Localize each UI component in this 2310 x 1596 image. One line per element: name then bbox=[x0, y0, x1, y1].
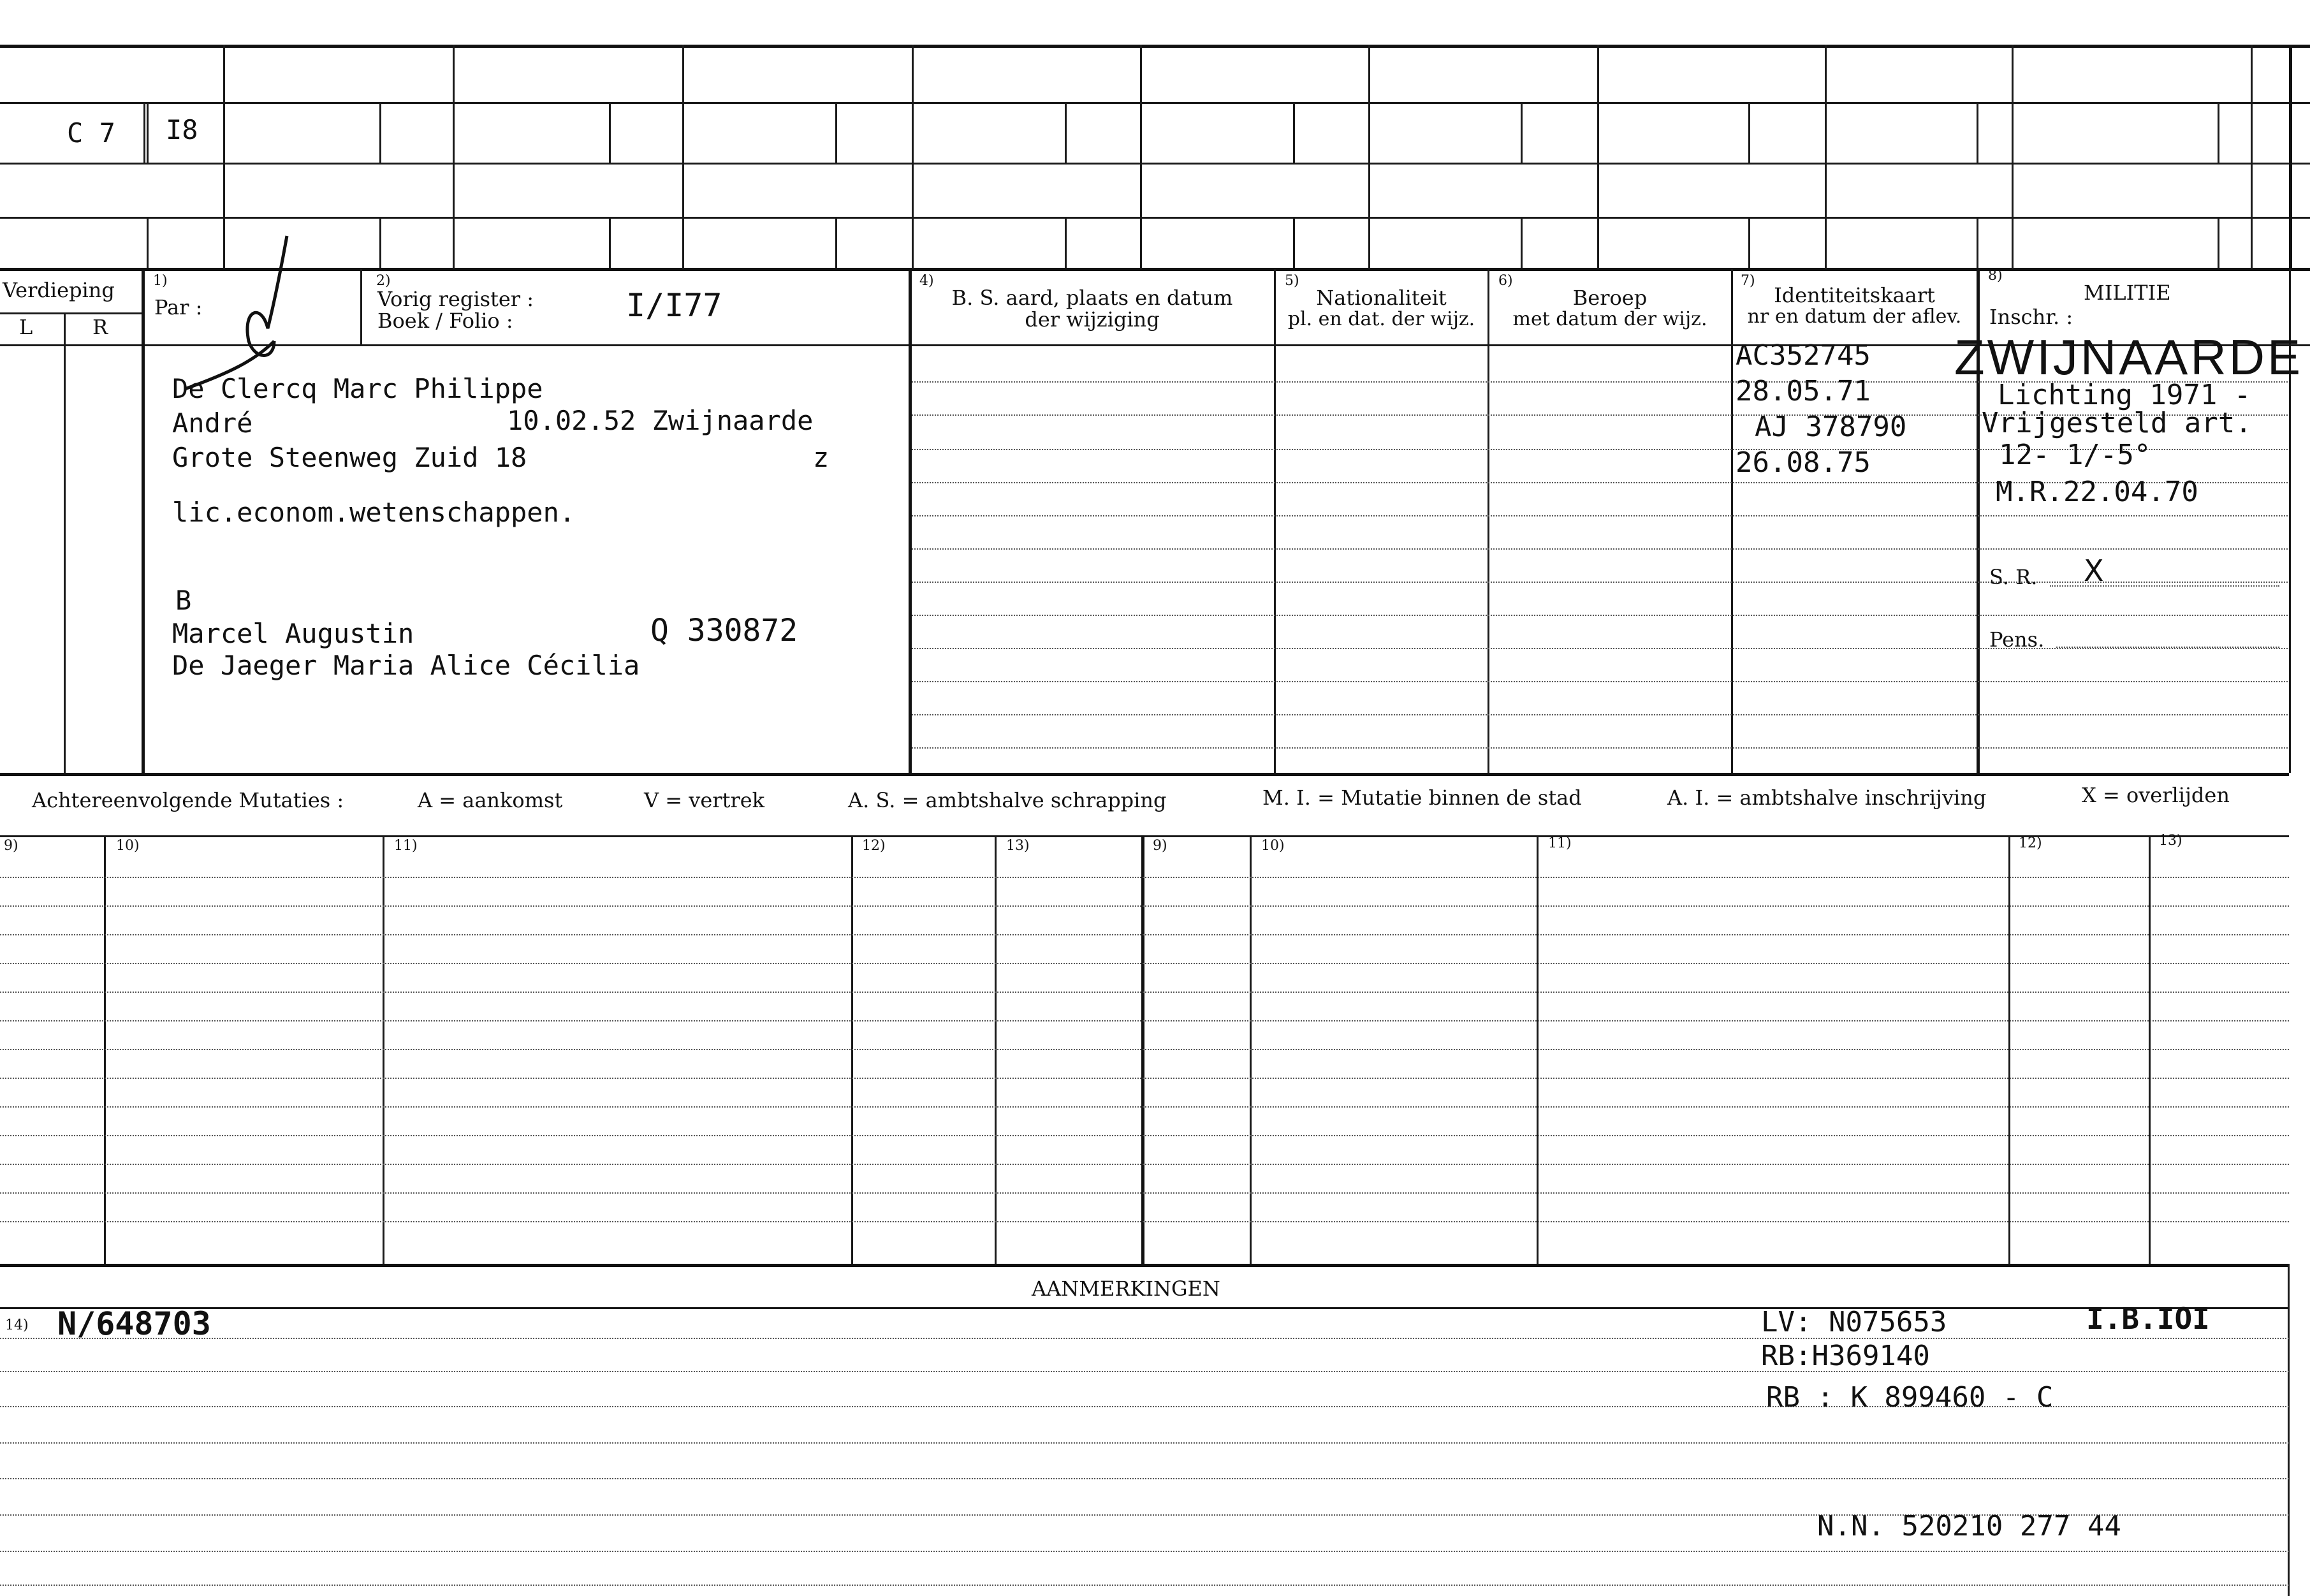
beroep-header-line2: met datum der wijz. bbox=[1512, 308, 1707, 330]
grid-cell-line bbox=[1065, 217, 1067, 268]
militie-mr-date: M.R.22.04.70 bbox=[1996, 476, 2198, 508]
remarks-nn: N.N. 520210 277 44 bbox=[1817, 1510, 2121, 1542]
vrijgesteld: Vrijgesteld art. bbox=[1982, 407, 2252, 439]
grid-cell-line bbox=[609, 217, 611, 268]
verdieping-header: Verdieping bbox=[3, 278, 115, 302]
beroep-header-line1: Beroep bbox=[1572, 286, 1648, 310]
id-card-date-1: 28.05.71 bbox=[1736, 375, 1871, 407]
bs-header-line2: der wijziging bbox=[1025, 307, 1160, 332]
mutation-col-11b: 11) bbox=[1548, 835, 1572, 851]
boek-folio-label: Boek / Folio : bbox=[377, 309, 513, 333]
sr-label: S. R. bbox=[1989, 565, 2038, 589]
grid-right-code: I8 bbox=[166, 114, 198, 145]
grid-cell-line bbox=[1293, 102, 1295, 163]
grid-cell-line bbox=[147, 102, 149, 163]
father-code: Q 330872 bbox=[650, 613, 798, 648]
grid-cell-line bbox=[1748, 102, 1750, 163]
mutations-bottom-line bbox=[0, 1264, 2289, 1267]
grid-code-divider bbox=[143, 102, 145, 163]
pens-dotted-line bbox=[2056, 647, 2279, 648]
grid-col-line bbox=[2012, 45, 2014, 269]
grid-col-line bbox=[1597, 45, 1599, 269]
remarks-title: AANMERKINGEN bbox=[1032, 1277, 1220, 1301]
person-name-line: De Clercq Marc Philippe bbox=[172, 373, 543, 404]
mutation-col-13a: 13) bbox=[1006, 838, 1030, 854]
bs-header-line1: B. S. aard, plaats en datum bbox=[951, 286, 1233, 310]
grid-cell-line bbox=[1293, 217, 1295, 268]
grid-cell-line bbox=[379, 102, 381, 163]
field-number-8: 8) bbox=[1988, 268, 2003, 284]
grid-left-code: C 7 bbox=[67, 117, 115, 149]
militie-header: MILITIE bbox=[2084, 281, 2171, 305]
remarks-rb1: RB:H369140 bbox=[1761, 1340, 1930, 1372]
person-occupation: lic.econom.wetenschappen. bbox=[172, 497, 576, 528]
grid-cell-line bbox=[379, 217, 381, 268]
grid-col-line bbox=[912, 45, 914, 269]
mutation-col-12a: 12) bbox=[862, 838, 886, 854]
field-number-14: 14) bbox=[5, 1317, 29, 1333]
grid-col-line bbox=[682, 45, 684, 269]
mutation-col-9a: 9) bbox=[4, 838, 18, 854]
verdieping-split bbox=[0, 312, 143, 314]
id-header-line2: nr en datum der aflev. bbox=[1747, 305, 1962, 328]
field-number-5: 5) bbox=[1285, 273, 1299, 289]
field-number-7: 7) bbox=[1741, 273, 1755, 289]
id-card-date-2: 26.08.75 bbox=[1736, 446, 1871, 479]
remarks-lv: LV: N075653 bbox=[1761, 1306, 1947, 1338]
verdieping-l: L bbox=[19, 315, 33, 339]
father-name: Marcel Augustin bbox=[172, 618, 414, 649]
id-card-number-1: AC352745 bbox=[1736, 339, 1871, 372]
sr-value: X bbox=[2084, 553, 2104, 588]
mutation-col-12b: 12) bbox=[2019, 835, 2042, 851]
par-label: Par : bbox=[154, 295, 203, 319]
grid-row-line bbox=[0, 102, 2310, 104]
grid-cell-line bbox=[835, 102, 837, 163]
mutation-col-9b: 9) bbox=[1153, 838, 1167, 854]
grid-row-line bbox=[0, 217, 2310, 219]
mother-name: De Jaeger Maria Alice Cécilia bbox=[172, 650, 640, 681]
grid-cell-line bbox=[1977, 102, 1978, 163]
field-number-1: 1) bbox=[153, 273, 168, 289]
mutations-top-line bbox=[0, 835, 2289, 837]
person-firstname: André bbox=[172, 407, 253, 439]
grid-cell-line bbox=[835, 217, 837, 268]
inschr-label: Inschr. : bbox=[1989, 305, 2073, 329]
id-card-number-2: AJ 378790 bbox=[1755, 411, 1907, 443]
person-bottom-line bbox=[0, 773, 2289, 776]
col-line-par bbox=[360, 269, 362, 346]
person-address: Grote Steenweg Zuid 18 bbox=[172, 442, 527, 473]
grid-cell-line bbox=[147, 217, 149, 268]
grid-col-line bbox=[2251, 45, 2253, 269]
militie-article: 12- 1/-5° bbox=[1999, 439, 2151, 471]
remarks-number: N/648703 bbox=[57, 1305, 211, 1342]
legend-as: A. S. = ambtshalve schrapping bbox=[848, 788, 1167, 812]
field-number-6: 6) bbox=[1498, 273, 1513, 289]
person-status-code: B bbox=[175, 585, 192, 616]
col-line-id bbox=[1731, 269, 1733, 773]
mutation-col-11a: 11) bbox=[394, 838, 418, 854]
folio-value: I/I77 bbox=[626, 287, 722, 324]
grid-cell-line bbox=[1065, 102, 1067, 163]
field-number-2: 2) bbox=[376, 273, 391, 289]
field-number-4: 4) bbox=[919, 273, 934, 289]
lichting: Lichting 1971 - bbox=[1998, 379, 2251, 411]
mutation-col-10a: 10) bbox=[116, 838, 140, 854]
mutation-col-13b: 13) bbox=[2159, 833, 2182, 849]
pens-label: Pens. bbox=[1989, 627, 2045, 652]
mutation-col-10b: 10) bbox=[1261, 838, 1285, 854]
vorig-register-label: Vorig register : bbox=[377, 287, 534, 311]
person-birth-date-place: 10.02.52 Zwijnaarde bbox=[507, 405, 814, 436]
grid-right-edge bbox=[2289, 45, 2292, 269]
grid-cell-line bbox=[609, 102, 611, 163]
top-border bbox=[0, 45, 2310, 48]
legend-ai: A. I. = ambtshalve inschrijving bbox=[1667, 786, 1987, 810]
nat-header-line2: pl. en dat. der wijz. bbox=[1287, 308, 1475, 330]
col-line-lr bbox=[64, 312, 66, 773]
legend-v: V = vertrek bbox=[644, 788, 765, 812]
grid-cell-line bbox=[1748, 217, 1750, 268]
remarks-ib: I.B.IOI bbox=[2086, 1301, 2210, 1336]
col-line-verdieping bbox=[142, 269, 145, 773]
grid-row-line bbox=[0, 163, 2310, 165]
legend-mi: M. I. = Mutatie binnen de stad bbox=[1262, 786, 1582, 810]
verdieping-r: R bbox=[92, 315, 108, 339]
col-line-beroep bbox=[1488, 269, 1489, 773]
grid-col-line bbox=[1140, 45, 1142, 269]
legend-x: X = overlijden bbox=[2082, 783, 2230, 807]
grid-col-line bbox=[1825, 45, 1827, 269]
grid-cell-line bbox=[1521, 102, 1523, 163]
person-address-mark: z bbox=[813, 442, 830, 473]
grid-col-line bbox=[1368, 45, 1370, 269]
legend-title: Achtereenvolgende Mutaties : bbox=[32, 788, 344, 812]
col-line-bs bbox=[909, 269, 912, 773]
remarks-rb2: RB : K 899460 - C bbox=[1766, 1381, 2054, 1414]
municipality-stamp: ZWIJNAARDE bbox=[1954, 329, 2303, 385]
col-line-nat bbox=[1274, 269, 1276, 773]
grid-col-line bbox=[453, 45, 455, 269]
grid-cell-line bbox=[2218, 217, 2219, 268]
grid-cell-line bbox=[1977, 217, 1978, 268]
legend-a: A = aankomst bbox=[418, 788, 563, 812]
id-header-line1: Identiteitskaart bbox=[1774, 283, 1935, 307]
grid-cell-line bbox=[1521, 217, 1523, 268]
remarks-right-edge bbox=[2288, 1264, 2290, 1596]
grid-cell-line bbox=[2218, 102, 2219, 163]
nat-header-line1: Nationaliteit bbox=[1316, 286, 1447, 310]
